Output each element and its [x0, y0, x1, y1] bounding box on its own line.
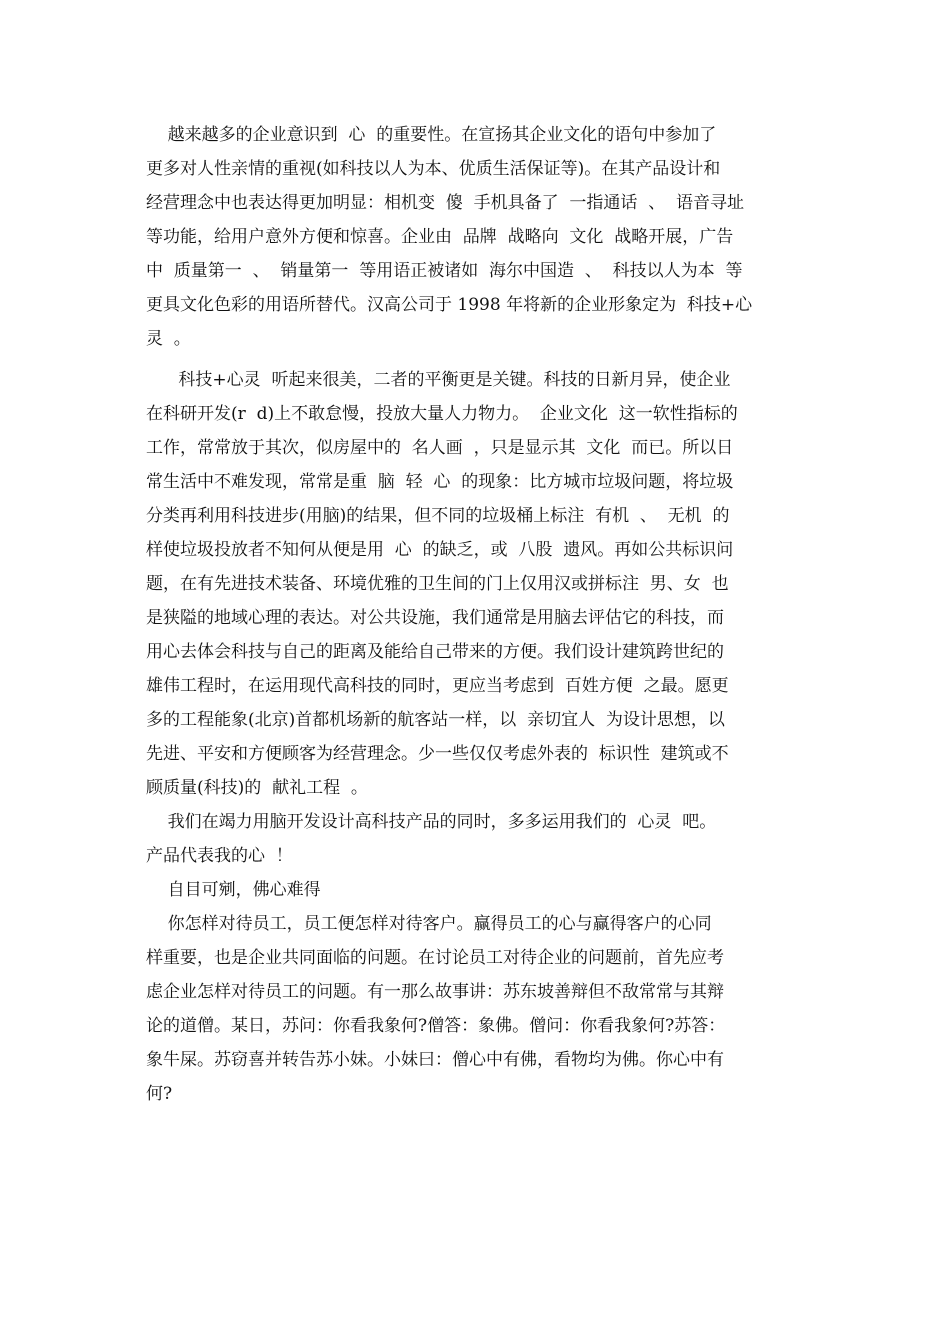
text-line: 雄伟工程时，在运用现代高科技的同时，更应当考虑到 百姓方便 之最。愿更	[146, 676, 729, 696]
text-line: 论的道僧。某日，苏问：你看我象何?僧答：象佛。僧问：你看我象何?苏答：	[146, 1016, 726, 1036]
paragraph-2	[146, 363, 816, 805]
text-line: 中 质量第一 、 销量第一 等用语正被诸如 海尔中国造 、 科技以人为本 等	[146, 261, 743, 281]
text-line: 更具文化色彩的用语所替代。汉高公司于 1998 年将新的企业形象定为 科技+心	[146, 295, 753, 315]
text-line: 更多对人性亲情的重视(如科技以人为本、优质生活保证等)。在其产品设计和	[146, 159, 721, 179]
text-line: 是狭隘的地域心理的表达。对公共设施，我们通常是用脑去评估它的科技，而	[146, 608, 724, 628]
text-line: 灵 。	[146, 329, 191, 349]
text-line: 顾质量(科技)的 献礼工程 。	[146, 778, 368, 798]
text-line: 等功能，给用户意外方便和惊喜。企业由 品牌 战略向 文化 战略开展，广告	[146, 227, 734, 247]
text-line: 经营理念中也表达得更加明显：相机变 傻 手机具备了 一指通话 、 语音寻址	[146, 193, 745, 213]
text-line: 你怎样对待员工，员工便怎样对待客户。赢得员工的心与赢得客户的心同	[146, 914, 712, 934]
text-line: 分类再利用科技进步(用脑)的结果，但不同的垃圾桶上标注 有机 、 无机 的	[146, 506, 730, 526]
paragraph-gap	[146, 356, 816, 363]
document-body	[146, 118, 816, 1111]
text-line: 产品代表我的心 ！	[146, 846, 293, 866]
text-line: 样使垃圾投放者不知何从便是用 心 的缺乏，或 八股 遗风。再如公共标识问	[146, 540, 734, 560]
text-line: 科技+心灵 听起来很美，二者的平衡更是关键。科技的日新月异，使企业	[146, 370, 731, 390]
text-line: 用心去体会科技与自己的距离及能给自己带来的方便。我们设计建筑跨世纪的	[146, 642, 724, 662]
text-line: 常生活中不难发现，常常是重 脑 轻 心 的现象：比方城市垃圾问题，将垃圾	[146, 472, 734, 492]
paragraph-3	[146, 805, 816, 873]
text-line: 在科研开发(r d)上不敢怠慢，投放大量人力物力。 企业文化 这一软性指标的	[146, 404, 738, 424]
text-line: 何?	[146, 1084, 173, 1104]
paragraph-1	[146, 118, 816, 356]
text-line: 虑企业怎样对待员工的问题。有一那么故事讲：苏东坡善辩但不敌常常与其辩	[146, 982, 724, 1002]
text-line: 先进、平安和方便顾客为经营理念。少一些仅仅考虑外表的 标识性 建筑或不	[146, 744, 729, 764]
text-line: 样重要，也是企业共同面临的问题。在讨论员工对待企业的问题前，首先应考	[146, 948, 724, 968]
text-line: 象牛屎。苏窃喜并转告苏小妹。小妹曰：僧心中有佛，看物均为佛。你心中有	[146, 1050, 724, 1070]
paragraph-4-heading	[146, 873, 816, 907]
paragraph-5	[146, 907, 816, 1111]
text-line: 越来越多的企业意识到 心 的重要性。在宣扬其企业文化的语句中参加了	[146, 125, 717, 145]
text-line: 我们在竭力用脑开发设计高科技产品的同时，多多运用我们的 心灵 吧。	[146, 812, 717, 832]
text-line: 多的工程能象(北京)首都机场新的航客站一样，以 亲切宜人 为设计思想，以	[146, 710, 725, 730]
text-line: 自目可剜，佛心难得	[146, 880, 321, 900]
text-line: 工作，常常放于其次，似房屋中的 名人画 ，只是显示其 文化 而已。所以日	[146, 438, 734, 458]
text-line: 题，在有先进技术装备、环境优雅的卫生间的门上仅用汉或拼标注 男、女 也	[146, 574, 729, 594]
